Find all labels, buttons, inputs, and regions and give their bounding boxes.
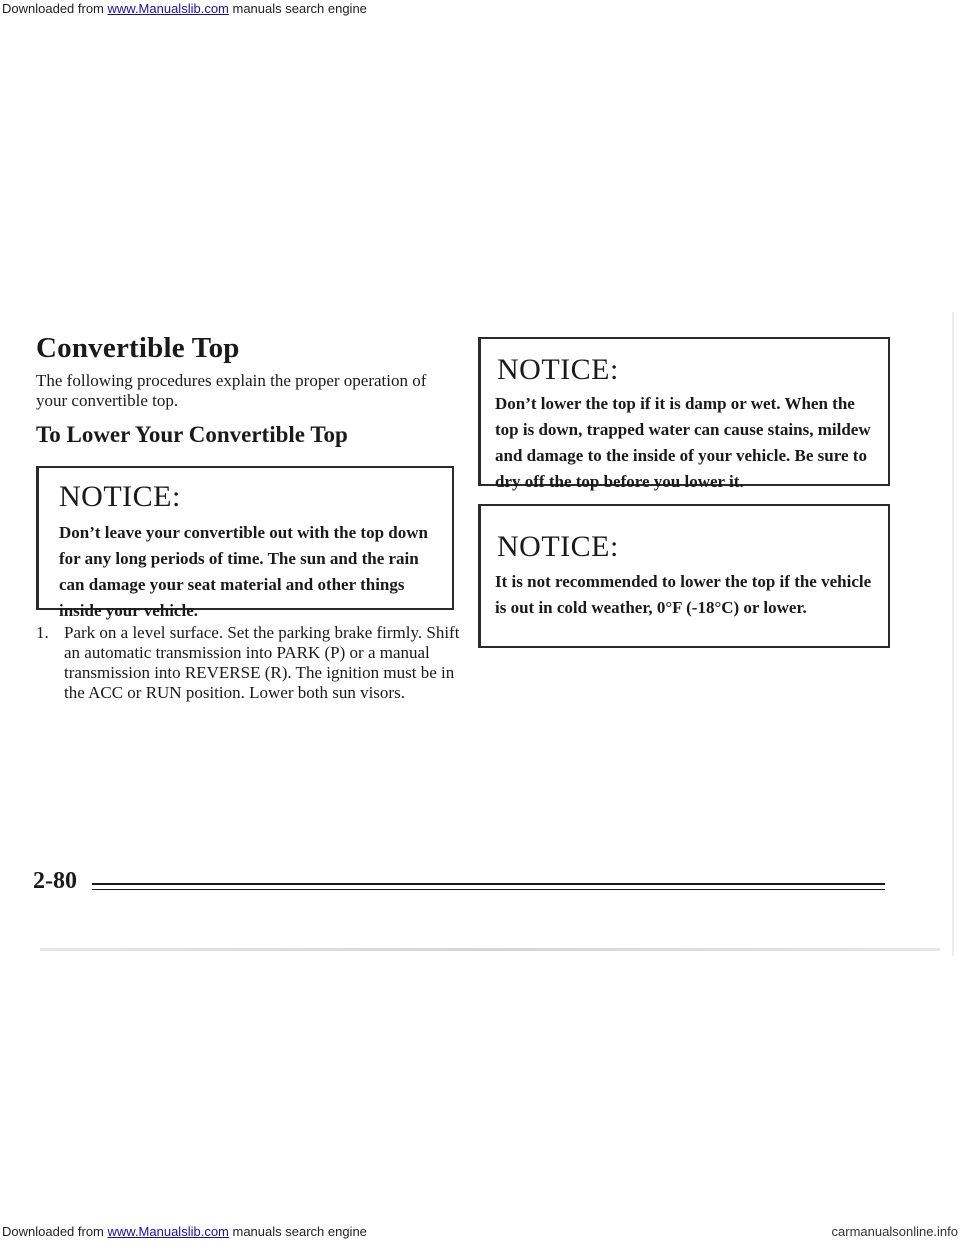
manualslib-link[interactable]: www.Manualslib.com bbox=[107, 1, 229, 16]
notice-box-long-periods bbox=[36, 466, 454, 620]
banner-prefix: Downloaded from bbox=[2, 1224, 108, 1239]
manualslib-link-bottom[interactable]: www.Manualslib.com bbox=[107, 1224, 229, 1239]
banner-prefix: Downloaded from bbox=[2, 1, 108, 16]
footer-rule bbox=[92, 883, 885, 885]
bottom-banner bbox=[0, 1223, 960, 1242]
notice-box-damp bbox=[478, 337, 890, 491]
notice-text: Don’t lower the top if it is damp or wet. When the top is down, trapped water can cause stains, mildew and damage to the inside of your vehicle. Be sure to dry off the top before you lower it. bbox=[495, 394, 871, 491]
step-item bbox=[36, 623, 460, 703]
section-title: Convertible Top bbox=[36, 332, 240, 364]
watermark-text: carmanualsonline.info bbox=[831, 1224, 958, 1239]
notice-heading: NOTICE: bbox=[497, 353, 619, 386]
download-banner bbox=[0, 0, 960, 20]
procedure-steps bbox=[36, 623, 460, 703]
footer-rule-thin bbox=[92, 889, 885, 890]
banner-suffix: manuals search engine bbox=[228, 1, 367, 16]
notice-text: Don’t leave your convertible out with the top down for any long periods of time. The sun and the rain can damage your seat material and other things inside your vehicle. bbox=[59, 523, 428, 620]
intro-paragraph: The following procedures explain the proper operation of your convertible top. bbox=[36, 371, 427, 410]
step-number: 1. bbox=[36, 623, 49, 642]
notice-text: It is not recommended to lower the top if the vehicle is out in cold weather, 0°F (-18°C) or lower. bbox=[495, 572, 872, 617]
subsection-title: To Lower Your Convertible Top bbox=[36, 422, 348, 447]
banner-suffix: manuals search engine bbox=[228, 1224, 367, 1239]
notice-box-cold-weather bbox=[478, 504, 890, 648]
notice-heading: NOTICE: bbox=[497, 530, 619, 563]
page-edge-shadow bbox=[40, 948, 940, 951]
notice-heading: NOTICE: bbox=[59, 480, 181, 513]
step-text: Park on a level surface. Set the parking brake firmly. Shift an automatic transmission into PARK (P) or a manual transmission into REVERSE (R). The ignition must be in the ACC or RUN position. Lower both sun visors. bbox=[64, 623, 460, 702]
bottom-download-note bbox=[2, 1223, 367, 1241]
page-number: 2-80 bbox=[33, 868, 77, 894]
